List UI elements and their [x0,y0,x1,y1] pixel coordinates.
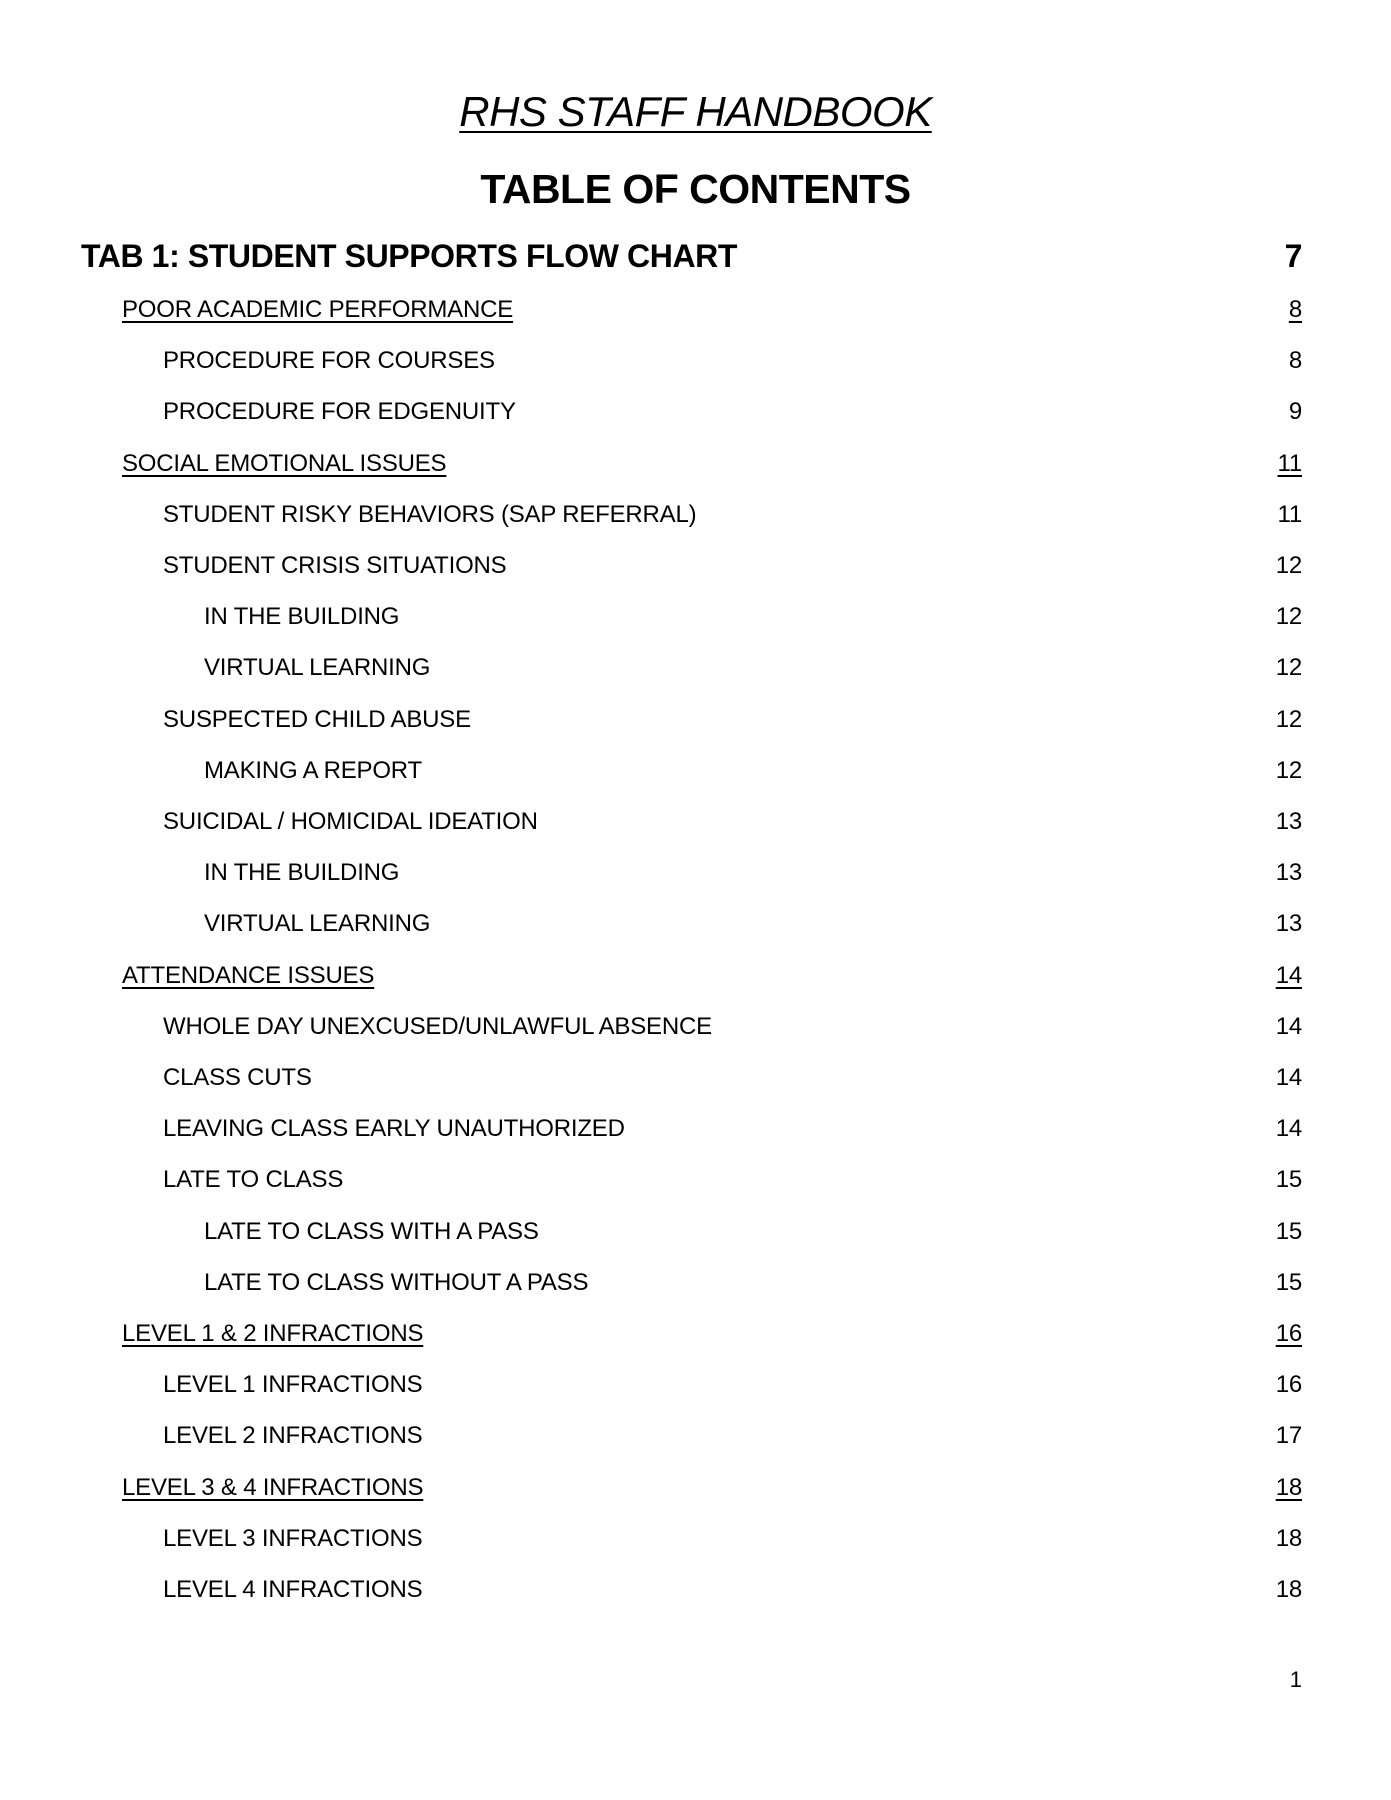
toc-entry-title: LATE TO CLASS WITHOUT A PASS [204,1268,589,1296]
toc-entry-title: SOCIAL EMOTIONAL ISSUES [122,449,447,477]
toc-entry-page: 12 [1275,705,1302,733]
toc-entry-page: 7 [1284,238,1302,274]
toc-entry-title: LEVEL 3 & 4 INFRACTIONS [122,1473,424,1501]
toc-entry[interactable] [81,857,1302,889]
toc-entry-title: MAKING A REPORT [204,756,422,784]
toc-entry-page: 18 [1275,1576,1302,1603]
toc-entry[interactable] [81,1574,1302,1606]
toc-entry-page: 16 [1275,1371,1302,1399]
toc-entry-page: 8 [1288,347,1302,375]
toc-entry-title: IN THE BUILDING [204,603,400,631]
toc-entry-page: 8 [1288,296,1302,323]
toc-entry-page: 12 [1275,552,1302,579]
toc-entry-title: TAB 1: STUDENT SUPPORTS FLOW CHART [81,238,738,274]
toc-entry[interactable] [81,1011,1302,1043]
toc-entry[interactable] [81,1164,1302,1196]
toc-entry[interactable] [81,755,1302,787]
toc-entry-title: IN THE BUILDING [204,859,400,887]
toc-entry-title: LEVEL 2 INFRACTIONS [163,1422,423,1450]
toc-entry-page: 16 [1275,1320,1302,1347]
toc-entry[interactable] [81,550,1302,582]
toc-entry[interactable] [81,806,1302,838]
toc-entry-title: LEVEL 3 INFRACTIONS [163,1524,423,1552]
toc-section[interactable] [81,294,1302,326]
toc-section[interactable] [81,960,1302,992]
toc-entry-page: 9 [1288,398,1302,426]
toc-entry[interactable] [81,1369,1302,1401]
toc-title: TABLE OF CONTENTS [480,166,911,212]
toc-entry-title: SUICIDAL / HOMICIDAL IDEATION [163,808,538,835]
toc-entry[interactable] [81,1113,1302,1145]
toc-entry-title: VIRTUAL LEARNING [204,910,431,938]
toc-entry-title: LEVEL 1 & 2 INFRACTIONS [122,1320,424,1347]
toc-entry-page: 12 [1275,603,1302,631]
toc-entry[interactable] [81,652,1302,684]
toc-entry-page: 11 [1277,449,1302,477]
toc-entry[interactable] [81,499,1302,531]
toc-tab-heading[interactable] [81,236,1302,276]
toc-entry[interactable] [81,1267,1302,1299]
toc-entry-title: WHOLE DAY UNEXCUSED/UNLAWFUL ABSENCE [163,1012,712,1040]
toc-entry[interactable] [81,1523,1302,1555]
toc-entry-page: 11 [1277,500,1302,528]
toc-entry[interactable] [81,601,1302,633]
toc-entry-page: 13 [1275,910,1302,938]
toc-section[interactable] [81,1318,1302,1350]
toc-entry-page: 13 [1275,808,1302,835]
toc-entry-title: SUSPECTED CHILD ABUSE [163,705,471,733]
toc-section[interactable] [81,1472,1302,1504]
toc-entry-title: CLASS CUTS [163,1064,312,1091]
toc-entry-title: PROCEDURE FOR COURSES [163,347,495,375]
toc-entry-title: VIRTUAL LEARNING [204,654,431,682]
page-number: 1 [1289,1667,1302,1692]
toc-entry-page: 14 [1275,961,1302,989]
toc-entry-title: ATTENDANCE ISSUES [122,961,375,989]
toc-entry[interactable] [81,908,1302,940]
toc-entry-title: LEVEL 4 INFRACTIONS [163,1576,423,1603]
toc-entry-page: 13 [1275,859,1302,887]
toc-entry[interactable] [81,1420,1302,1452]
toc-entry-title: POOR ACADEMIC PERFORMANCE [122,296,514,323]
toc-entry-page: 15 [1275,1166,1302,1194]
toc-entry-title: STUDENT CRISIS SITUATIONS [163,552,507,579]
toc-entry-page: 12 [1275,756,1302,784]
handbook-title: RHS STAFF HANDBOOK [459,88,932,135]
toc-entry[interactable] [81,396,1302,428]
toc-entry[interactable] [81,1062,1302,1094]
toc-entry-title: PROCEDURE FOR EDGENUITY [163,398,516,426]
toc-entry-title: STUDENT RISKY BEHAVIORS (SAP REFERRAL) [163,500,697,528]
toc-entry[interactable] [81,1216,1302,1248]
toc-entry[interactable] [81,345,1302,377]
toc-entry-title: LATE TO CLASS WITH A PASS [204,1217,539,1245]
toc-section[interactable] [81,448,1302,480]
toc-entry[interactable] [81,704,1302,736]
toc-entry-page: 18 [1275,1524,1302,1552]
toc-entry-title: LEAVING CLASS EARLY UNAUTHORIZED [163,1115,625,1143]
toc-entry-page: 14 [1275,1012,1302,1040]
toc-entry-title: LATE TO CLASS [163,1166,344,1194]
toc-entry-page: 18 [1275,1473,1302,1501]
toc-entry-page: 17 [1275,1422,1302,1450]
toc-entry-page: 15 [1275,1217,1302,1245]
toc-entry-title: LEVEL 1 INFRACTIONS [163,1371,423,1399]
toc-entry-page: 15 [1275,1268,1302,1296]
toc-entry-page: 14 [1275,1064,1302,1091]
toc-entry-page: 14 [1275,1115,1302,1143]
toc-entry-page: 12 [1275,654,1302,682]
